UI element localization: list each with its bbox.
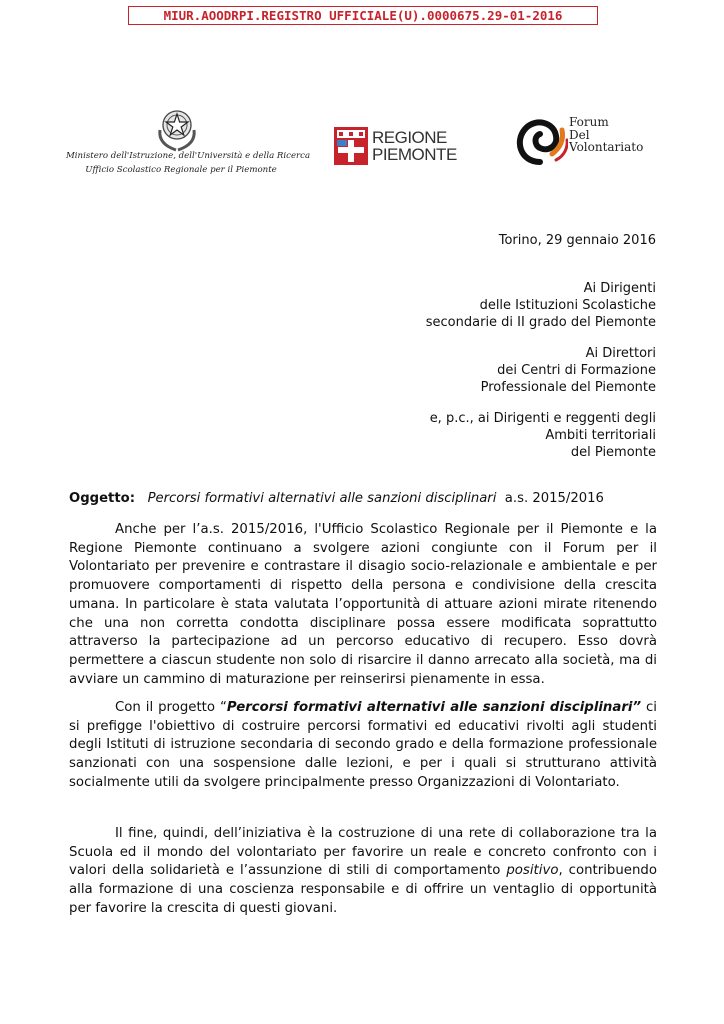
regione-label: REGIONE — [372, 128, 447, 147]
volontariato-label: Volontariato — [569, 140, 644, 154]
regione-piemonte-logo — [334, 126, 457, 166]
piemonte-shield-icon — [334, 127, 368, 165]
paragraph-text: Anche per l’a.s. 2015/2016, l'Ufficio Scolastico Regionale per il Piemonte e la Regione Piemonte continuano a svolgere azioni congiunte con il Forum per il Volontariato per prevenire e contrastare il disagio socio-relazionale e ambientale e per promuovere comportamenti di rispetto della persona e condivisione della crescita umana. In particolare è stata valutata l’opportunità di attuare azioni mirate ritenendo che una non corretta condotta disciplinare possa essere modificata soprattutto attraverso la partecipazione ad un percorso educativo di recupero. Esso dovrà permettere a ciascun studente non solo di risarcire il danno arrecato alla società, ma di avviare un cammino di maturazione per reinserirsi pienamente in essa. — [69, 522, 657, 687]
project-title: Percorsi formativi alternativi alle sanzioni disciplinari” — [226, 700, 642, 715]
recipient-line: Ambiti territoriali — [545, 428, 656, 443]
paragraph-text: , contribuendo alla formazione di una coscienza responsabile e di offrire un ventaglio di opportunità per favorire la crescita di questi giovani. — [69, 863, 657, 916]
recipient-line: delle Istituzioni Scolastiche — [479, 298, 656, 313]
ministry-name: Ministero dell'Istruzione, dell'Università e della Ricerca — [66, 151, 311, 161]
recipient-line: del Piemonte — [570, 445, 656, 460]
recipient-line: Ai Direttori — [585, 346, 656, 361]
ministry-logo — [66, 104, 311, 184]
paragraph-text: Il fine, quindi, dell’iniziativa è la costruzione di una rete di collaborazione tra la Scuola ed il mondo del volontariato per favorire un reale e concreto confronto con i valori della solidarietà e l’assunzione di stili di comportamento — [69, 826, 657, 879]
subject-line — [69, 491, 604, 506]
recipient-line: Professionale del Piemonte — [480, 380, 656, 395]
italian-republic-emblem-icon — [154, 104, 200, 152]
emphasis-positivo: positivo — [506, 863, 559, 879]
recipient-line: secondarie di II grado del Piemonte — [425, 315, 656, 330]
recipient-line: dei Centri di Formazione — [497, 363, 656, 378]
recipient-line: Ai Dirigenti — [583, 281, 656, 296]
paragraph-text: ci si prefigge l'obiettivo di costruire percorsi formativi ed educativi rivolti agli studenti degli Istituti di istruzione secondaria di secondo grado e della formazione professionale sanzionati con una sospensione dalle lezioni, e per i quali si strutturano attività socialmente utili da svolgere principalmente presso Organizzazioni di Volontariato. — [69, 700, 657, 790]
paragraph-text: Con il progetto “ — [115, 700, 227, 715]
subject-title: Percorsi formativi alternativi alle sanzioni disciplinari — [147, 491, 497, 506]
piemonte-label: PIEMONTE — [372, 145, 457, 164]
letter-date: Torino, 29 gennaio 2016 — [498, 233, 656, 248]
forum-spiral-icon — [512, 112, 568, 168]
subject-label: Oggetto: — [69, 491, 135, 506]
forum-label: Forum — [569, 115, 609, 129]
recipient-block-direttori — [481, 345, 656, 396]
subject-year: a.s. 2015/2016 — [504, 491, 604, 506]
protocol-stamp: MIUR.AOODRPI.REGISTRO UFFICIALE(U).0000675.29-01-2016 — [128, 6, 598, 25]
recipient-block-cc — [430, 410, 656, 461]
body-paragraph-1 — [69, 521, 657, 689]
del-label: Del — [569, 128, 590, 142]
recipient-block-dirigenti — [426, 280, 656, 331]
office-name: Ufficio Scolastico Regionale per il Piemonte — [85, 165, 277, 175]
body-paragraph-3 — [69, 825, 657, 919]
forum-volontariato-logo — [512, 112, 662, 170]
body-paragraph-2 — [69, 699, 657, 793]
recipient-line: e, p.c., ai Dirigenti e reggenti degli — [429, 411, 656, 426]
